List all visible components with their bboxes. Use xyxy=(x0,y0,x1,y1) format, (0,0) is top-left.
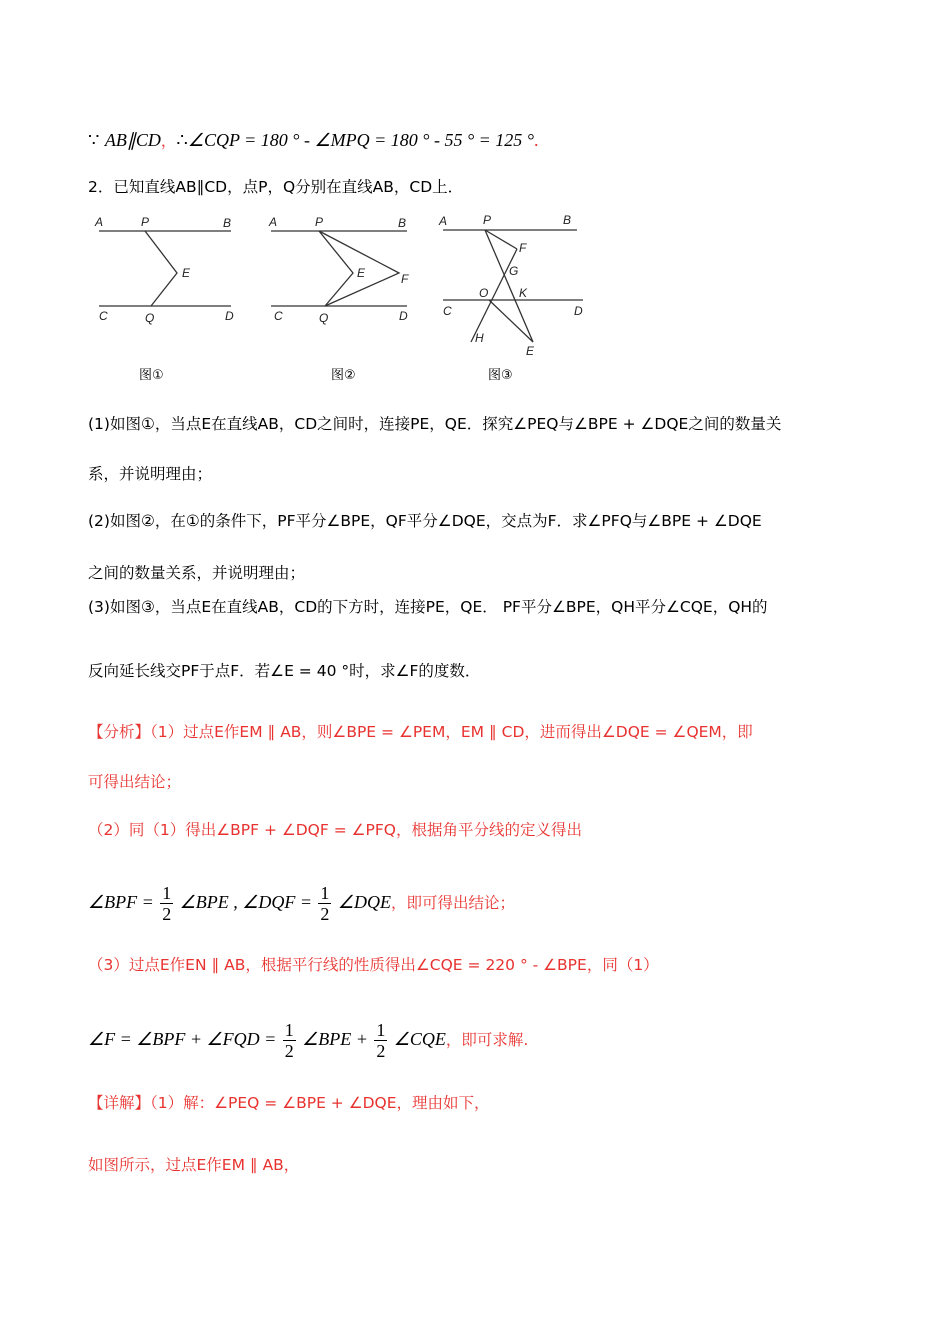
part-2-line-b: 之间的数量关系，并说明理由； xyxy=(88,564,306,582)
caption-figure-2: 图② xyxy=(331,368,356,383)
fig2-label-d: D xyxy=(399,309,408,323)
figure-3 xyxy=(438,213,583,358)
fig2-pe-qe xyxy=(319,231,353,306)
frac-num: 1 xyxy=(284,1020,294,1040)
fig3-label-e: E xyxy=(526,344,535,358)
fig3-label-o: O xyxy=(479,286,489,300)
fig2-label-c: C xyxy=(274,309,283,323)
frac-num: 1 xyxy=(320,883,330,903)
part-3-line-a: (3)如图③，当点E在直线AB，CD的下方时，连接PE，QE． PF平分∠BPE，QH平分∠CQE，QH的 xyxy=(88,598,768,616)
analysis-line-3-formula xyxy=(88,1020,528,1061)
detail-tag: 【详解】 xyxy=(88,1094,151,1112)
fig2-label-e: E xyxy=(357,266,366,280)
fig2-label-q: Q xyxy=(319,311,329,325)
ab-parallel-cd: AB∥CD xyxy=(104,130,161,150)
fig2-label-b: B xyxy=(398,216,407,230)
fig3-label-g: G xyxy=(509,264,519,278)
fig2-label-f: F xyxy=(401,272,409,286)
fraction-half-3 xyxy=(283,1020,296,1061)
fig1-label-b: B xyxy=(223,216,232,230)
fig1-label-d: D xyxy=(225,309,234,323)
frac-den: 2 xyxy=(162,904,172,924)
question-2-intro: 2．已知直线AB∥CD，点P，Q分别在直线AB，CD上． xyxy=(88,178,464,196)
formula-bpe-plus: ∠BPE + xyxy=(302,1029,368,1049)
figure-1 xyxy=(94,215,234,325)
formula-f: ∠F = ∠BPF + ∠FQD = xyxy=(88,1029,277,1049)
fig3-label-a: A xyxy=(439,214,448,228)
formula-dqe: ∠DQE xyxy=(337,892,391,912)
caption-figure-1: 图① xyxy=(139,368,164,383)
formula-cqe: ∠CQE xyxy=(393,1029,446,1049)
fig1-label-q: Q xyxy=(145,311,155,325)
fraction-half-1 xyxy=(160,883,173,924)
analysis-1-text: （1）过点E作EM ∥ AB，则∠BPE = ∠PEM，EM ∥ CD，进而得出∠DQE = ∠QEM，即 xyxy=(150,723,753,741)
fig2-label-a: A xyxy=(269,215,278,229)
fig3-label-k: K xyxy=(519,286,528,300)
fig1-label-c: C xyxy=(99,309,108,323)
fraction-half-4 xyxy=(374,1020,387,1061)
frac-den: 2 xyxy=(284,1041,294,1061)
fraction-half-2 xyxy=(318,883,331,924)
formula-bpe-dqf: ∠BPE , ∠DQF = xyxy=(179,892,312,912)
fig1-label-p: P xyxy=(141,215,150,229)
fig3-label-b: B xyxy=(563,213,572,227)
frac-den: 2 xyxy=(320,904,330,924)
analysis-2-conclusion: ，即可得出结论； xyxy=(390,894,515,912)
fig3-label-d: D xyxy=(574,304,583,318)
frac-num: 1 xyxy=(376,1020,386,1040)
figures-row xyxy=(85,205,605,390)
because-symbol: ∵ xyxy=(88,130,100,150)
analysis-tag: 【分析】 xyxy=(88,723,151,741)
comma: ， xyxy=(160,132,177,150)
frac-num: 1 xyxy=(162,883,172,903)
fig3-label-f: F xyxy=(519,241,527,255)
analysis-line-1 xyxy=(88,720,753,744)
line-1 xyxy=(88,128,539,153)
fig1-pe-qe xyxy=(145,231,177,306)
analysis-line-1b: 可得出结论； xyxy=(88,773,182,791)
therefore-symbol: ∴ xyxy=(176,130,188,150)
detail-line-1 xyxy=(88,1091,490,1115)
analysis-3-conclusion: ，即可求解. xyxy=(445,1031,529,1049)
analysis-line-2-formula xyxy=(88,883,515,924)
part-1-line-b: 系，并说明理由； xyxy=(88,465,213,483)
frac-den: 2 xyxy=(376,1041,386,1061)
fig3-line-qe xyxy=(489,300,533,342)
fig3-line-pf xyxy=(485,230,517,249)
period: . xyxy=(534,130,539,150)
angle-expression: ∠CQP = 180 ° - ∠MPQ = 180 ° - 55 ° = 125 ° xyxy=(187,130,534,150)
figure-2 xyxy=(268,215,409,325)
fig3-line-fh xyxy=(471,249,517,342)
part-2-line-a: (2)如图②，在①的条件下，PF平分∠BPE，QF平分∠DQE，交点为F．求∠PFQ与∠BPE + ∠DQE xyxy=(88,512,762,530)
analysis-line-3: （3）过点E作EN ∥ AB，根据平行线的性质得出∠CQE = 220 ° - ∠BPE，同（1） xyxy=(88,956,659,974)
part-1-line-a: (1)如图①，当点E在直线AB，CD之间时，连接PE，QE．探究∠PEQ与∠BPE + ∠DQE之间的数量关 xyxy=(88,415,782,433)
caption-figure-3: 图③ xyxy=(488,368,513,383)
formula-bpf: ∠BPF = xyxy=(88,892,154,912)
fig3-label-c: C xyxy=(443,304,452,318)
fig3-label-h: H xyxy=(475,331,484,345)
fig3-label-p: P xyxy=(483,213,492,227)
fig1-label-a: A xyxy=(95,215,104,229)
part-3-line-b: 反向延长线交PF于点F．若∠E = 40 °时，求∠F的度数． xyxy=(88,662,481,680)
fig2-label-p: P xyxy=(315,215,324,229)
analysis-line-2: （2）同（1）得出∠BPF + ∠DQF = ∠PFQ，根据角平分线的定义得出 xyxy=(88,821,583,839)
fig1-label-e: E xyxy=(182,266,191,280)
detail-line-2: 如图所示，过点E作EM ∥ AB， xyxy=(88,1156,300,1174)
detail-1-text: （1）解：∠PEQ = ∠BPE + ∠DQE，理由如下， xyxy=(150,1094,490,1112)
